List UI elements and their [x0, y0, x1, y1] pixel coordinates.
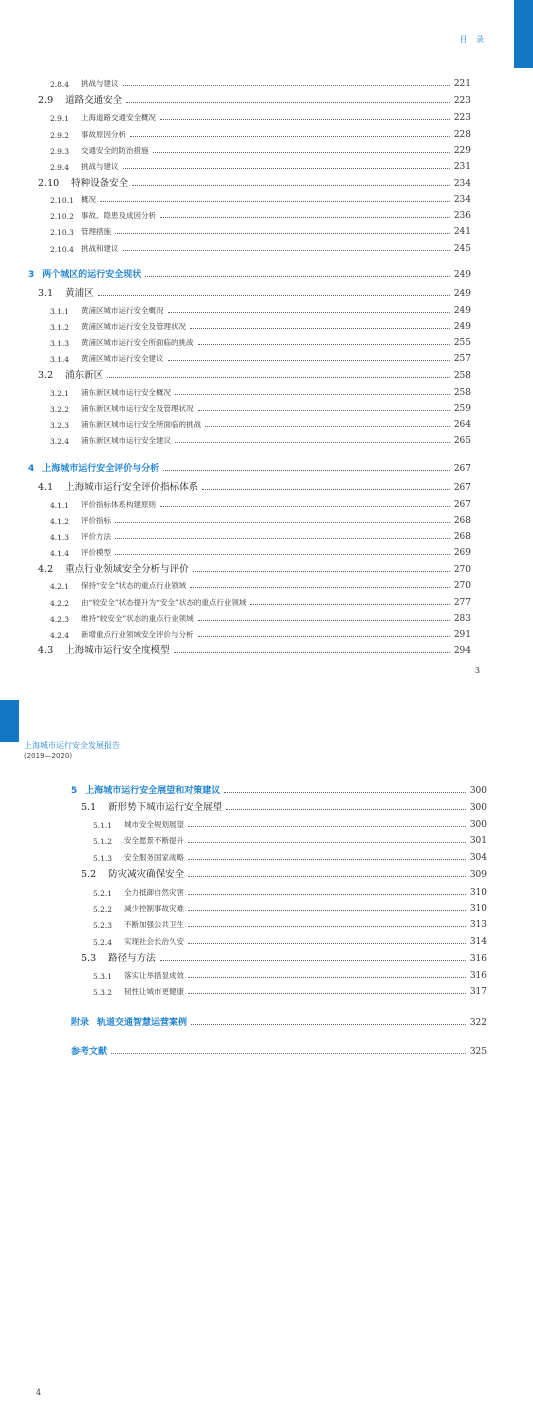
entry-number: 4.3	[38, 645, 54, 656]
dot-leader	[132, 185, 450, 186]
dot-leader	[123, 250, 450, 251]
entry-page: 259	[453, 404, 471, 414]
toc-entry[interactable]	[93, 849, 487, 863]
entry-number: 4.2.3	[50, 615, 70, 624]
entry-title: 道路交通安全	[65, 95, 123, 106]
entry-page: 231	[453, 162, 471, 172]
entry-number: 5.1	[81, 802, 97, 813]
entry-page: 268	[453, 532, 471, 542]
entry-number: 3.2.4	[50, 437, 70, 446]
entry-title: 城市安全规划展望	[124, 820, 184, 829]
entry-number: 5.3.2	[93, 988, 113, 997]
toc-entry[interactable]	[38, 175, 471, 189]
dot-leader	[126, 102, 450, 103]
entry-page: 300	[469, 820, 487, 830]
dot-leader	[191, 1024, 466, 1025]
book-title: 上海城市运行安全发展报告	[24, 741, 120, 750]
toc-entry[interactable]	[50, 416, 471, 430]
dot-leader	[168, 312, 450, 313]
toc-entry[interactable]	[50, 223, 471, 237]
dot-leader	[115, 538, 450, 539]
entry-number: 4.1	[38, 482, 54, 493]
entry-page: 316	[469, 954, 487, 964]
entry-page: 236	[453, 211, 471, 221]
entry-number: 3.1	[38, 288, 54, 299]
entry-title: 管理措施	[81, 227, 111, 236]
entry-page: 267	[453, 500, 471, 510]
toc-entry[interactable]	[38, 561, 471, 575]
entry-page: 234	[453, 179, 471, 189]
entry-number: 2.9.3	[50, 147, 70, 156]
dot-leader	[224, 792, 466, 793]
dot-leader	[188, 993, 466, 994]
entry-number: 5.2.4	[93, 938, 113, 947]
entry-title: 新形势下城市运行安全展望	[108, 802, 223, 813]
toc-entry[interactable]	[50, 626, 471, 640]
entry-number: 2.10.1	[50, 196, 74, 205]
entry-number: 5.2.2	[93, 905, 113, 914]
entry-title: 浦东新区城市运行安全及管理状况	[81, 404, 194, 413]
entry-number: 5.3.1	[93, 972, 113, 981]
entry-page: 258	[453, 371, 471, 381]
entry-title: 评价指标	[81, 516, 111, 525]
entry-page: 304	[469, 853, 487, 863]
entry-number: 2.9.4	[50, 163, 70, 172]
toc-entry[interactable]	[50, 594, 471, 608]
entry-page: 325	[469, 1047, 487, 1057]
dot-leader	[107, 377, 450, 378]
entry-page: 268	[453, 516, 471, 526]
dot-leader	[190, 587, 450, 588]
toc-entry[interactable]	[38, 479, 471, 493]
entry-title: 由“较安全”状态提升为“安全”状态的重点行业领域	[81, 598, 247, 607]
dot-leader	[198, 620, 450, 621]
entry-page: 283	[453, 614, 471, 624]
entry-title: 重点行业领域安全分析与评价	[65, 564, 189, 575]
toc-entry[interactable]	[38, 285, 471, 299]
toc-entry[interactable]	[93, 933, 487, 947]
toc-entry[interactable]	[28, 266, 471, 280]
entry-page: 249	[453, 322, 471, 332]
entry-page: 257	[453, 354, 471, 364]
dot-leader	[188, 943, 466, 944]
dot-leader	[111, 1053, 466, 1054]
entry-number: 5.2.1	[93, 889, 113, 898]
toc-entry[interactable]	[81, 950, 487, 964]
toc-page-3	[0, 0, 533, 686]
dot-leader	[123, 85, 450, 86]
toc-entry[interactable]	[50, 350, 471, 364]
entry-page: 229	[453, 146, 471, 156]
toc-entry[interactable]	[50, 334, 471, 348]
entry-number: 3.1.1	[50, 307, 70, 316]
dot-leader	[198, 636, 450, 637]
dot-leader	[198, 410, 450, 411]
entry-number: 2.9.1	[50, 114, 70, 123]
entry-number: 2.10.4	[50, 245, 74, 254]
entry-title: 新增重点行业领域安全评价与分析	[81, 630, 194, 639]
entry-page: 309	[469, 870, 487, 880]
entry-number: 5	[71, 786, 78, 796]
entry-number: 5.2	[81, 869, 97, 880]
toc-entry[interactable]	[50, 432, 471, 446]
entry-title: 浦东新区城市运行安全所面临的挑战	[81, 420, 201, 429]
entry-page: 221	[453, 79, 471, 89]
entry-number: 4.2.4	[50, 631, 70, 640]
toc-entry[interactable]	[50, 109, 471, 123]
entry-number: 5.2.3	[93, 921, 113, 930]
entry-page: 241	[453, 227, 471, 237]
entry-title: 评价方法	[81, 532, 111, 541]
entry-page: 255	[453, 338, 471, 348]
toc-entry[interactable]	[50, 240, 471, 254]
toc-entry[interactable]	[93, 884, 487, 898]
entry-number: 5.1.1	[93, 821, 113, 830]
entry-number: 3	[28, 270, 35, 280]
toc-entry[interactable]	[38, 642, 471, 656]
entry-page: 249	[453, 270, 471, 280]
toc-entry[interactable]	[50, 496, 471, 510]
dot-leader	[188, 910, 466, 911]
entry-title: 轨道交通智慧运营案例	[97, 1018, 188, 1028]
dot-leader	[188, 977, 466, 978]
entry-title: 黄浦区城市运行安全所面临的挑战	[81, 338, 194, 347]
entry-title: 安全服务国家战略	[124, 853, 184, 862]
entry-title: 安全愿景不断提升	[124, 836, 184, 845]
entry-number: 3.1.2	[50, 323, 70, 332]
toc-entry[interactable]	[38, 367, 471, 381]
chapter-tab-marker	[514, 0, 533, 68]
entry-number: 4.2.1	[50, 582, 70, 591]
entry-title: 挑战与建议	[81, 162, 119, 171]
dot-leader	[145, 276, 450, 277]
entry-page: 258	[453, 388, 471, 398]
toc-entry[interactable]	[93, 816, 487, 830]
toc-entry[interactable]	[50, 318, 471, 332]
entry-page: 267	[453, 464, 471, 474]
entry-number: 2.10.3	[50, 228, 74, 237]
dot-leader	[123, 168, 450, 169]
entry-page: 270	[453, 565, 471, 575]
chapter-tab-marker	[0, 700, 19, 742]
toc-entry[interactable]	[38, 92, 471, 106]
dot-leader	[174, 652, 450, 653]
dot-leader	[115, 522, 450, 523]
entry-page: 313	[469, 920, 487, 930]
dot-leader	[205, 426, 450, 427]
dot-leader	[193, 571, 450, 572]
dot-leader	[226, 809, 466, 810]
entry-number: 附录	[71, 1018, 90, 1028]
running-header: 目 录	[459, 35, 487, 44]
toc-entry[interactable]	[50, 384, 471, 398]
toc-entry[interactable]	[50, 75, 471, 89]
dot-leader	[175, 442, 450, 443]
dot-leader	[188, 859, 466, 860]
entry-title: 减少控制事故灾难	[124, 904, 184, 913]
toc-entry[interactable]	[50, 544, 471, 558]
toc-entry[interactable]	[50, 610, 471, 624]
entry-title: 特种设备安全	[71, 178, 129, 189]
dot-leader	[100, 201, 450, 202]
entry-number: 3.2	[38, 370, 54, 381]
entry-page: 300	[469, 786, 487, 796]
entry-title: 黄浦区城市运行安全概况	[81, 306, 164, 315]
entry-title: 浦东新区	[65, 370, 104, 381]
entry-title: 挑战与建议	[81, 79, 119, 88]
entry-number: 4.1.1	[50, 501, 70, 510]
entry-page: 300	[469, 803, 487, 813]
toc-entry[interactable]	[50, 302, 471, 316]
entry-number: 4.2.2	[50, 599, 70, 608]
entry-number: 4.1.3	[50, 533, 70, 542]
toc-entry[interactable]	[93, 967, 487, 981]
entry-page: 223	[453, 96, 471, 106]
entry-number: 4.1.2	[50, 517, 70, 526]
entry-number: 2.10.2	[50, 212, 74, 221]
entry-page: 234	[453, 195, 471, 205]
toc-entry[interactable]	[71, 782, 487, 796]
entry-number: 3.2.2	[50, 405, 70, 414]
page-number: 4	[36, 1388, 42, 1397]
entry-title: 上海道路交通安全概况	[81, 113, 156, 122]
toc-entry[interactable]	[50, 528, 471, 542]
entry-title: 黄浦区城市运行安全建议	[81, 354, 164, 363]
entry-page: 322	[469, 1018, 487, 1028]
entry-title: 挑战和建议	[81, 244, 119, 253]
entry-title: 维持“较安全”状态的重点行业领域	[81, 614, 194, 623]
entry-title: 两个城区的运行安全现状	[42, 270, 142, 280]
dot-leader	[160, 119, 450, 120]
entry-number: 2.8.4	[50, 80, 70, 89]
entry-page: 317	[469, 987, 487, 997]
entry-title: 交通安全的防治措施	[81, 146, 149, 155]
dot-leader	[160, 217, 450, 218]
entry-page: 269	[453, 548, 471, 558]
entry-title: 韧性让城市更健康	[124, 987, 184, 996]
dot-leader	[198, 344, 450, 345]
entry-title: 上海城市运行安全度模型	[65, 645, 170, 656]
entry-number: 4.1.4	[50, 549, 70, 558]
toc-entry[interactable]	[93, 916, 487, 930]
toc-entry[interactable]	[50, 191, 471, 205]
entry-number: 4	[28, 464, 35, 474]
toc-entry[interactable]	[50, 142, 471, 156]
entry-page: 301	[469, 836, 487, 846]
dot-leader	[188, 876, 466, 877]
dot-leader	[130, 136, 450, 137]
entry-page: 291	[453, 630, 471, 640]
entry-title: 不断加强公共卫生	[124, 920, 184, 929]
dot-leader	[202, 489, 450, 490]
toc-entry[interactable]	[71, 1014, 487, 1028]
entry-title: 评价指标体系构建原则	[81, 500, 156, 509]
entry-page: 267	[453, 483, 471, 493]
dot-leader	[98, 295, 450, 296]
dot-leader	[153, 152, 450, 153]
entry-number: 5.1.3	[93, 854, 113, 863]
toc-entry[interactable]	[71, 1043, 487, 1057]
toc-entry[interactable]	[81, 799, 487, 813]
entry-title: 上海城市运行安全评价与分析	[42, 464, 160, 474]
entry-title: 黄浦区城市运行安全及管理状况	[81, 322, 186, 331]
entry-page: 265	[453, 436, 471, 446]
toc-entry[interactable]	[50, 158, 471, 172]
entry-number: 5.1.2	[93, 837, 113, 846]
entry-title: 事故、隐患及成因分析	[81, 211, 156, 220]
entry-page: 310	[469, 888, 487, 898]
entry-number: 2.10	[38, 178, 60, 189]
toc-entry[interactable]	[93, 832, 487, 846]
entry-page: 310	[469, 904, 487, 914]
toc-entry[interactable]	[50, 512, 471, 526]
toc-page-4	[0, 700, 533, 1412]
entry-page: 249	[453, 306, 471, 316]
entry-number: 3.2.1	[50, 389, 70, 398]
entry-page: 294	[453, 646, 471, 656]
entry-page: 223	[453, 113, 471, 123]
dot-leader	[115, 233, 450, 234]
entry-number: 2.9	[38, 95, 54, 106]
entry-page: 316	[469, 971, 487, 981]
toc-entry[interactable]	[50, 126, 471, 140]
running-header	[24, 740, 120, 760]
dot-leader	[163, 470, 450, 471]
book-years: (2019—2020)	[24, 752, 73, 760]
dot-leader	[160, 960, 466, 961]
toc-entry[interactable]	[93, 983, 487, 997]
entry-title: 上海城市运行安全评价指标体系	[65, 482, 199, 493]
entry-number: 4.2	[38, 564, 54, 575]
entry-title: 上海城市运行安全展望和对策建议	[85, 786, 221, 796]
toc-entry[interactable]	[93, 900, 487, 914]
entry-title: 黄浦区	[65, 288, 94, 299]
toc-entry[interactable]	[50, 400, 471, 414]
entry-page: 270	[453, 581, 471, 591]
entry-title: 浦东新区城市运行安全概况	[81, 388, 171, 397]
toc-entry[interactable]	[28, 460, 471, 474]
entry-page: 277	[453, 598, 471, 608]
dot-leader	[160, 506, 450, 507]
entry-title: 浦东新区城市运行安全建议	[81, 436, 171, 445]
entry-title: 路径与方法	[108, 953, 156, 964]
entry-number: 3.1.3	[50, 339, 70, 348]
entry-title: 概况	[81, 195, 96, 204]
dot-leader	[115, 554, 450, 555]
entry-title: 事故原因分析	[81, 130, 126, 139]
entry-page: 245	[453, 244, 471, 254]
entry-page: 228	[453, 130, 471, 140]
entry-title: 落实让举措显成效	[124, 971, 184, 980]
entry-title: 保持“安全”状态的重点行业领域	[81, 581, 187, 590]
dot-leader	[188, 894, 466, 895]
dot-leader	[250, 604, 449, 605]
entry-number: 3.1.4	[50, 355, 70, 364]
dot-leader	[188, 926, 466, 927]
dot-leader	[190, 328, 450, 329]
entry-title: 评价模型	[81, 548, 111, 557]
page-number: 3	[474, 666, 480, 675]
dot-leader	[168, 360, 450, 361]
entry-page: 249	[453, 289, 471, 299]
toc-entry[interactable]	[50, 207, 471, 221]
toc-entry[interactable]	[50, 577, 471, 591]
entry-number: 3.2.3	[50, 421, 70, 430]
entry-title: 防灾减灾确保安全	[108, 869, 185, 880]
entry-title: 实现社会长治久安	[124, 937, 184, 946]
entry-number: 5.3	[81, 953, 97, 964]
dot-leader	[188, 842, 466, 843]
dot-leader	[188, 826, 466, 827]
entry-title: 参考文献	[71, 1047, 108, 1057]
entry-page: 264	[453, 420, 471, 430]
dot-leader	[175, 394, 450, 395]
entry-title: 全力抵御自然灾害	[124, 888, 184, 897]
toc-entry[interactable]	[81, 866, 487, 880]
entry-number: 2.9.2	[50, 131, 70, 140]
entry-page: 314	[469, 937, 487, 947]
